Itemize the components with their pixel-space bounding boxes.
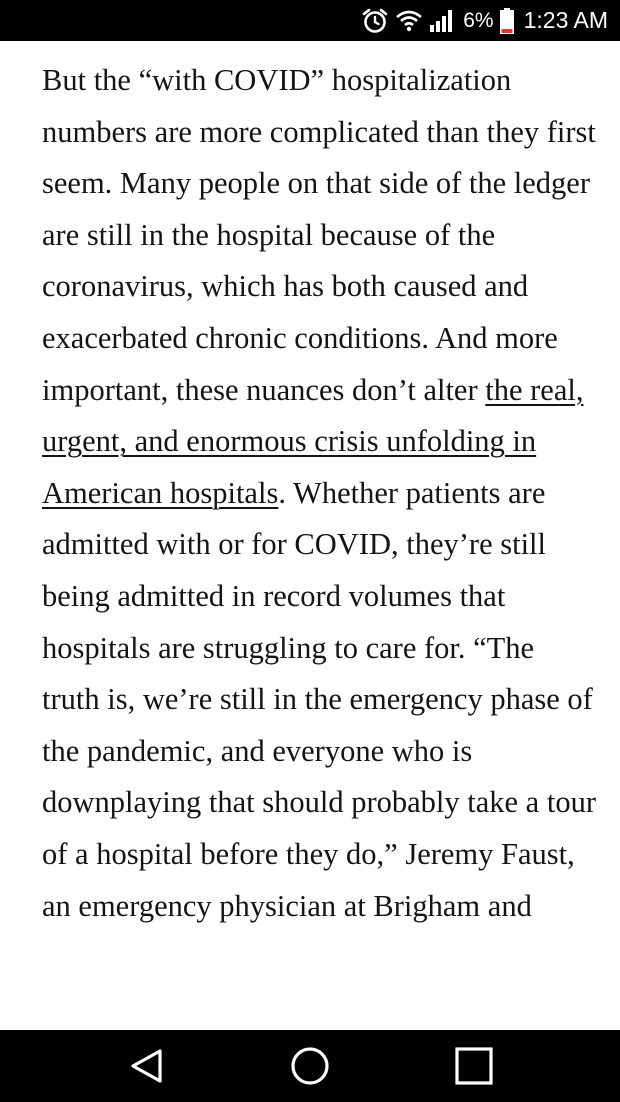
home-button[interactable]	[270, 1030, 350, 1102]
signal-icon	[429, 9, 455, 33]
alarm-icon	[361, 7, 389, 35]
crisis-article-link[interactable]: the real, urgent, and enormous crisis unfolding in American hospitals	[42, 372, 584, 510]
battery-percent: 6%	[463, 8, 494, 32]
back-icon	[127, 1046, 167, 1086]
navigation-bar	[0, 1030, 620, 1102]
article-body	[42, 55, 598, 1029]
paragraph-text-before-link: But the “with COVID” hospitalization numbers are more complicated than they first seem. Many people on that side of the ledger are still in the hospital because of the coronavirus, which has both caused and exacerbated chronic conditions. And more important, these nuances don’t alter	[42, 63, 596, 407]
wifi-icon	[395, 9, 423, 33]
recent-apps-icon	[454, 1046, 494, 1086]
battery-icon	[500, 8, 514, 34]
paragraph-text-after-link: . Whether patients are admitted with or for COVID, they’re still being admitted in record volumes that hospitals are struggling to care for. “The truth is, we’re still in the emergency phase of the pandemic, and everyone who is downplaying that should probably take a tour of a hospital before they do,” Jeremy Faust, an emergency physician at Brigham and	[42, 475, 596, 923]
status-time: 1:23 AM	[523, 7, 608, 33]
recent-apps-button[interactable]	[434, 1030, 514, 1102]
back-button[interactable]	[107, 1030, 187, 1102]
article-paragraph	[42, 55, 598, 932]
status-bar	[0, 0, 620, 41]
home-icon	[289, 1045, 331, 1087]
status-icons	[361, 0, 608, 41]
